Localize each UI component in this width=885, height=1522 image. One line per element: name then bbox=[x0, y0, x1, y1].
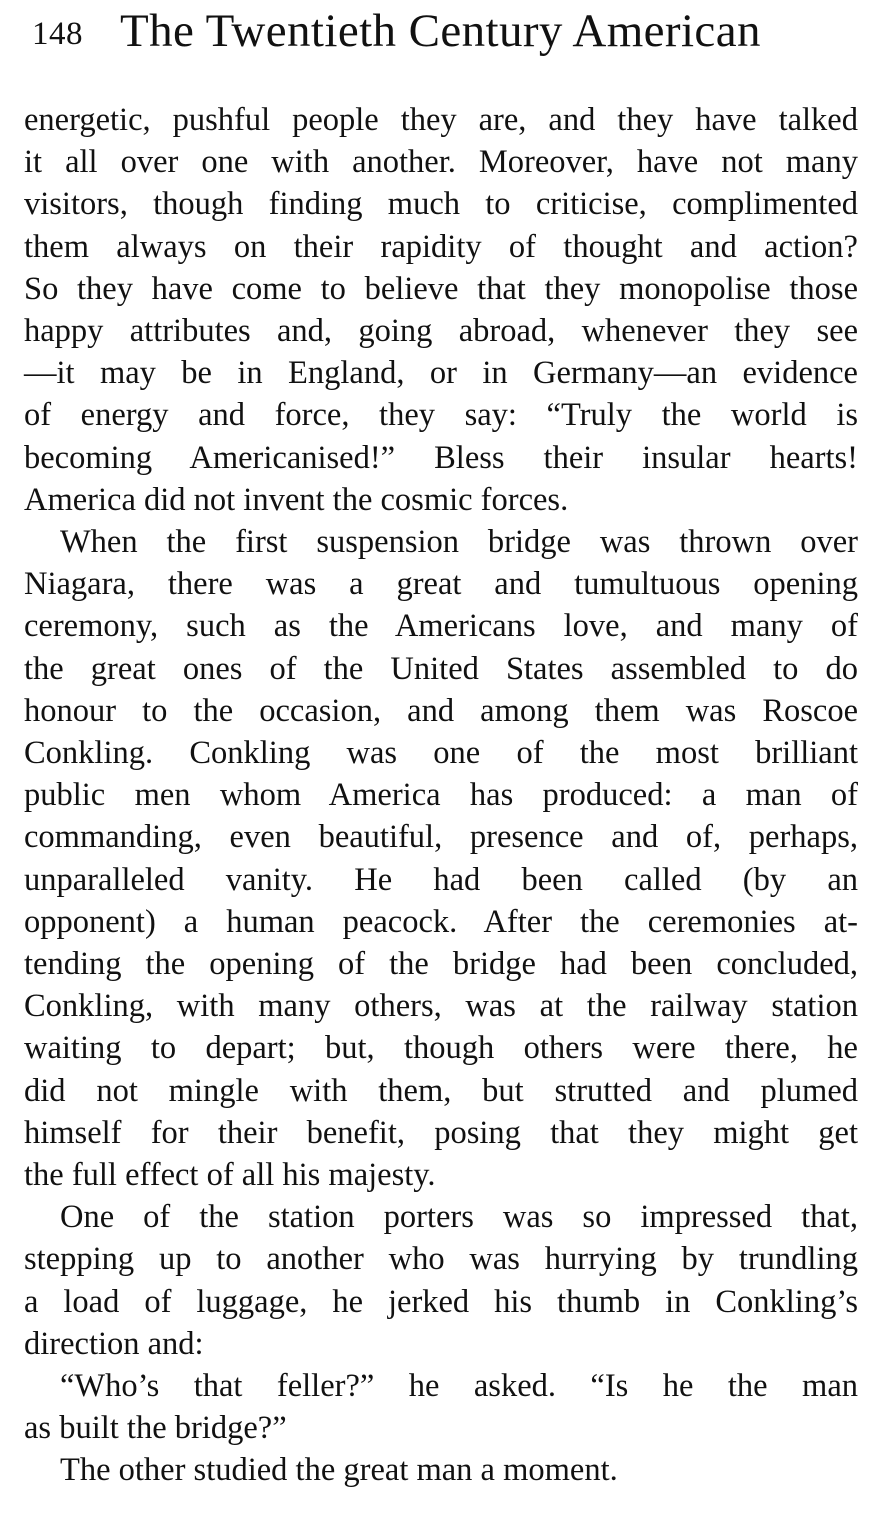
text-line: ceremony, such as the Americans love, and many of bbox=[24, 608, 858, 644]
text-line: Niagara, there was a great and tumultuous opening bbox=[24, 566, 858, 602]
text-line: One of the station porters was so impressed that, bbox=[60, 1199, 858, 1235]
text-line: stepping up to another who was hurrying by trundling bbox=[24, 1241, 858, 1277]
text-line: happy attributes and, going abroad, whenever they see bbox=[24, 313, 858, 349]
text-line: —it may be in England, or in Germany—an evidence bbox=[24, 355, 858, 391]
running-head bbox=[24, 4, 864, 64]
text-line: the full effect of all his majesty. bbox=[24, 1157, 436, 1193]
text-line: When the first suspension bridge was thrown over bbox=[60, 524, 858, 560]
text-line: the great ones of the United States assembled to do bbox=[24, 651, 858, 687]
text-line: The other studied the great man a moment. bbox=[60, 1452, 618, 1488]
text-line: visitors, though finding much to criticise, complimented bbox=[24, 186, 858, 222]
text-line: becoming Americanised!” Bless their insular hearts! bbox=[24, 440, 858, 476]
text-line: honour to the occasion, and among them was Roscoe bbox=[24, 693, 858, 729]
text-line: commanding, even beautiful, presence and of, perhaps, bbox=[24, 819, 858, 855]
text-line: So they have come to believe that they monopolise those bbox=[24, 271, 858, 307]
text-line: public men whom America has produced: a man of bbox=[24, 777, 858, 813]
running-title: The Twentieth Century American bbox=[120, 5, 761, 57]
text-line: it all over one with another. Moreover, have not many bbox=[24, 144, 858, 180]
text-line: direction and: bbox=[24, 1326, 204, 1362]
text-line: them always on their rapidity of thought and action? bbox=[24, 229, 858, 265]
text-line: America did not invent the cosmic forces. bbox=[24, 482, 569, 518]
text-line: Conkling. Conkling was one of the most brilliant bbox=[24, 735, 858, 771]
text-line: tending the opening of the bridge had been concluded, bbox=[24, 946, 858, 982]
text-line: waiting to depart; but, though others were there, he bbox=[24, 1030, 858, 1066]
text-line: opponent) a human peacock. After the ceremonies at- bbox=[24, 904, 858, 940]
text-line: a load of luggage, he jerked his thumb in Conkling’s bbox=[24, 1284, 858, 1320]
text-line: “Who’s that feller?” he asked. “Is he the man bbox=[60, 1368, 858, 1404]
text-line: as built the bridge?” bbox=[24, 1410, 287, 1446]
page-number: 148 bbox=[32, 16, 83, 52]
text-line: of energy and force, they say: “Truly the world is bbox=[24, 397, 858, 433]
text-line: unparalleled vanity. He had been called (by an bbox=[24, 862, 858, 898]
text-line: himself for their benefit, posing that they might get bbox=[24, 1115, 858, 1151]
text-line: energetic, pushful people they are, and they have talked bbox=[24, 102, 858, 138]
text-line: Conkling, with many others, was at the railway station bbox=[24, 988, 858, 1024]
text-line: did not mingle with them, but strutted and plumed bbox=[24, 1073, 858, 1109]
